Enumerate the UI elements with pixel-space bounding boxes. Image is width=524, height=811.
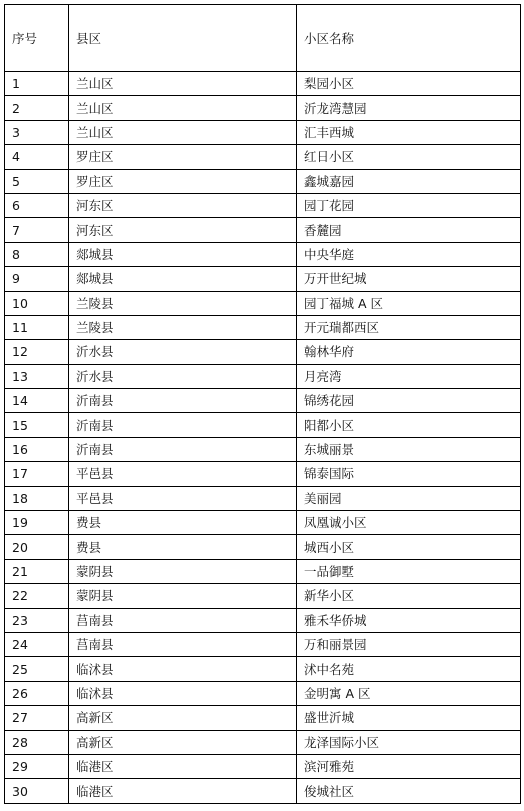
cell-district: 罗庄区 [69, 145, 297, 169]
header-community-name: 小区名称 [297, 5, 521, 72]
cell-index: 26 [5, 681, 69, 705]
cell-community-name: 沂龙湾慧园 [297, 96, 521, 120]
table-row [5, 779, 521, 803]
table-row [5, 511, 521, 535]
table-row [5, 120, 521, 144]
table-row [5, 389, 521, 413]
cell-community-name: 开元瑞都西区 [297, 315, 521, 339]
table-row [5, 315, 521, 339]
table-row [5, 657, 521, 681]
cell-index: 25 [5, 657, 69, 681]
table-row [5, 193, 521, 217]
table-row [5, 72, 521, 96]
cell-district: 兰山区 [69, 72, 297, 96]
cell-district: 沂南县 [69, 389, 297, 413]
cell-index: 22 [5, 584, 69, 608]
cell-district: 费县 [69, 511, 297, 535]
table-row [5, 486, 521, 510]
cell-index: 3 [5, 120, 69, 144]
table-row [5, 754, 521, 778]
table-row [5, 437, 521, 461]
cell-index: 7 [5, 218, 69, 242]
table-row [5, 169, 521, 193]
cell-index: 2 [5, 96, 69, 120]
table-row [5, 608, 521, 632]
cell-community-name: 龙泽国际小区 [297, 730, 521, 754]
cell-district: 兰山区 [69, 120, 297, 144]
table-row [5, 681, 521, 705]
cell-index: 10 [5, 291, 69, 315]
cell-district: 临沭县 [69, 657, 297, 681]
cell-index: 16 [5, 437, 69, 461]
cell-index: 24 [5, 632, 69, 656]
cell-community-name: 东城丽景 [297, 437, 521, 461]
cell-community-name: 金明寓 A 区 [297, 681, 521, 705]
cell-district: 沂水县 [69, 364, 297, 388]
community-table [4, 4, 521, 804]
table-row [5, 706, 521, 730]
cell-community-name: 锦泰国际 [297, 462, 521, 486]
cell-index: 28 [5, 730, 69, 754]
cell-index: 13 [5, 364, 69, 388]
cell-district: 郯城县 [69, 267, 297, 291]
cell-district: 蒙阴县 [69, 559, 297, 583]
cell-district: 临港区 [69, 754, 297, 778]
cell-index: 30 [5, 779, 69, 803]
cell-district: 兰山区 [69, 96, 297, 120]
table-row [5, 96, 521, 120]
cell-district: 罗庄区 [69, 169, 297, 193]
cell-index: 8 [5, 242, 69, 266]
cell-index: 4 [5, 145, 69, 169]
cell-community-name: 凤凰诚小区 [297, 511, 521, 535]
cell-community-name: 翰林华府 [297, 340, 521, 364]
cell-district: 平邑县 [69, 462, 297, 486]
cell-district: 莒南县 [69, 608, 297, 632]
cell-district: 兰陵县 [69, 315, 297, 339]
cell-index: 5 [5, 169, 69, 193]
table-row [5, 145, 521, 169]
cell-community-name: 汇丰西城 [297, 120, 521, 144]
cell-index: 12 [5, 340, 69, 364]
table-row [5, 218, 521, 242]
table-row [5, 632, 521, 656]
cell-district: 莒南县 [69, 632, 297, 656]
cell-community-name: 盛世沂城 [297, 706, 521, 730]
cell-district: 平邑县 [69, 486, 297, 510]
cell-district: 河东区 [69, 218, 297, 242]
cell-index: 14 [5, 389, 69, 413]
cell-community-name: 美丽园 [297, 486, 521, 510]
cell-community-name: 园丁花园 [297, 193, 521, 217]
cell-community-name: 城西小区 [297, 535, 521, 559]
header-district: 县区 [69, 5, 297, 72]
table-row [5, 267, 521, 291]
cell-community-name: 新华小区 [297, 584, 521, 608]
cell-district: 费县 [69, 535, 297, 559]
cell-community-name: 园丁福城 A 区 [297, 291, 521, 315]
cell-district: 沂南县 [69, 413, 297, 437]
table-row [5, 242, 521, 266]
cell-community-name: 雅禾华侨城 [297, 608, 521, 632]
table-row [5, 340, 521, 364]
cell-index: 23 [5, 608, 69, 632]
cell-index: 21 [5, 559, 69, 583]
table-row [5, 413, 521, 437]
cell-index: 29 [5, 754, 69, 778]
cell-index: 6 [5, 193, 69, 217]
cell-district: 兰陵县 [69, 291, 297, 315]
cell-district: 临港区 [69, 779, 297, 803]
cell-district: 河东区 [69, 193, 297, 217]
table-row [5, 535, 521, 559]
cell-index: 27 [5, 706, 69, 730]
cell-community-name: 红日小区 [297, 145, 521, 169]
table-row [5, 559, 521, 583]
cell-index: 1 [5, 72, 69, 96]
table-body [5, 72, 521, 804]
cell-community-name: 香麓园 [297, 218, 521, 242]
table-row [5, 291, 521, 315]
cell-community-name: 万和丽景园 [297, 632, 521, 656]
cell-district: 郯城县 [69, 242, 297, 266]
cell-community-name: 俊城社区 [297, 779, 521, 803]
cell-index: 19 [5, 511, 69, 535]
cell-index: 20 [5, 535, 69, 559]
cell-district: 高新区 [69, 706, 297, 730]
cell-district: 沂水县 [69, 340, 297, 364]
cell-index: 11 [5, 315, 69, 339]
cell-index: 9 [5, 267, 69, 291]
cell-community-name: 阳都小区 [297, 413, 521, 437]
cell-community-name: 梨园小区 [297, 72, 521, 96]
cell-community-name: 中央华庭 [297, 242, 521, 266]
table-row [5, 584, 521, 608]
cell-community-name: 一品御墅 [297, 559, 521, 583]
table-row [5, 462, 521, 486]
cell-community-name: 锦绣花园 [297, 389, 521, 413]
header-index: 序号 [5, 5, 69, 72]
table-header-row [5, 5, 521, 72]
table-row [5, 730, 521, 754]
cell-district: 沂南县 [69, 437, 297, 461]
cell-district: 高新区 [69, 730, 297, 754]
cell-community-name: 滨河雅苑 [297, 754, 521, 778]
cell-index: 18 [5, 486, 69, 510]
table-row [5, 364, 521, 388]
cell-district: 蒙阴县 [69, 584, 297, 608]
cell-district: 临沭县 [69, 681, 297, 705]
cell-community-name: 万开世纪城 [297, 267, 521, 291]
cell-community-name: 鑫城嘉园 [297, 169, 521, 193]
cell-community-name: 沭中名苑 [297, 657, 521, 681]
cell-index: 17 [5, 462, 69, 486]
cell-index: 15 [5, 413, 69, 437]
cell-community-name: 月亮湾 [297, 364, 521, 388]
